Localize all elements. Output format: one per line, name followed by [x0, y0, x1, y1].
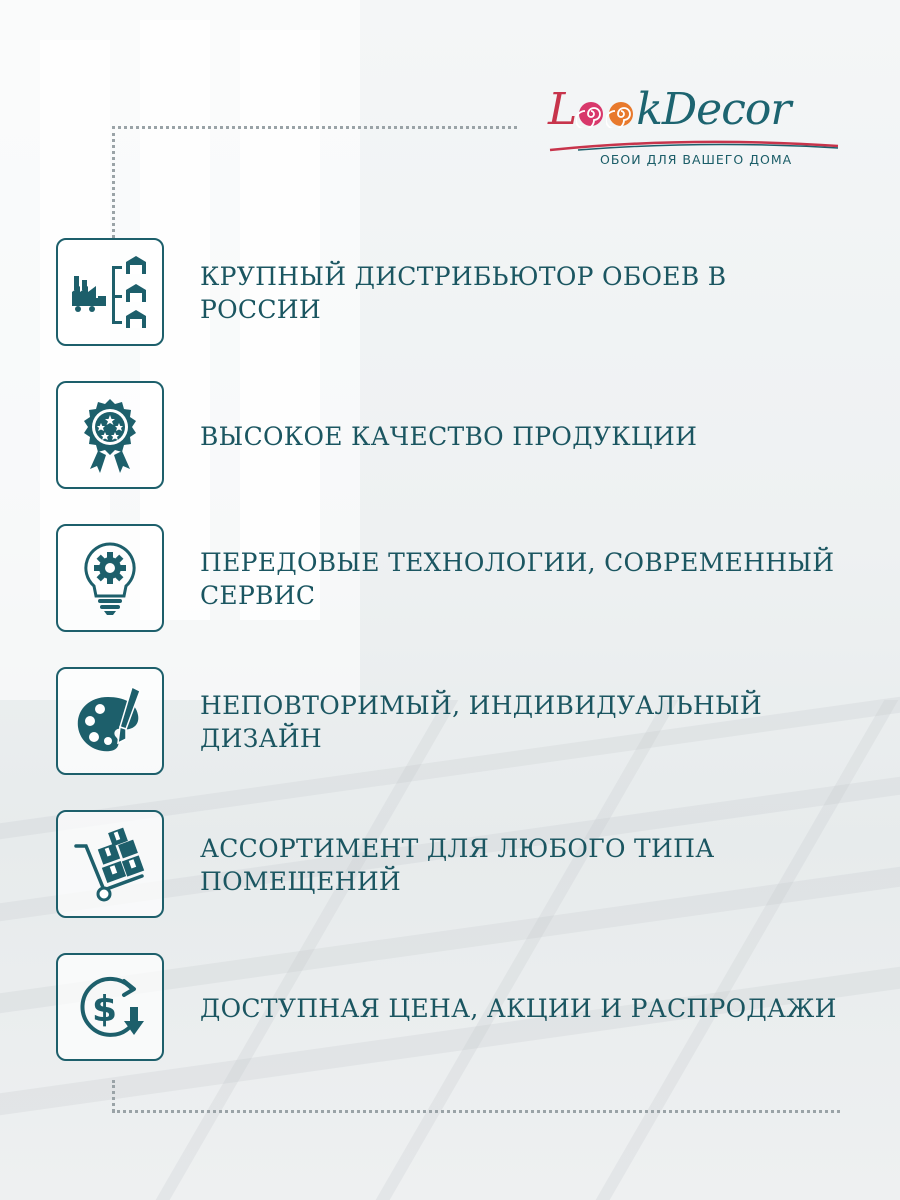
feature-text: ДОСТУПНАЯ ЦЕНА, АКЦИИ И РАСПРОДАЖИ: [200, 993, 837, 1023]
feature-quality: [56, 381, 836, 491]
feature-distributor: [56, 238, 836, 348]
feature-icon-box: [56, 238, 164, 346]
lightbulb-gear-icon: [70, 538, 150, 618]
feature-icon-box: [56, 810, 164, 918]
feature-icon-box: [56, 524, 164, 632]
feature-price: [56, 953, 836, 1063]
feature-text: АССОРТИМЕНТ ДЛЯ ЛЮБОГО ТИПА ПОМЕЩЕНИЙ: [200, 834, 715, 896]
feature-text: ПЕРЕДОВЫЕ ТЕХНОЛОГИИ, СОВРЕМЕННЫЙ СЕРВИС: [200, 548, 835, 610]
feature-assortment: [56, 810, 836, 920]
feature-icon-box: [56, 667, 164, 775]
hand-truck-boxes-icon: [70, 824, 150, 904]
svg-text:$: $: [92, 989, 118, 1030]
dotted-frame-top: [112, 126, 517, 129]
feature-text: ВЫСОКОЕ КАЧЕСТВО ПРОДУКЦИИ: [200, 421, 698, 451]
feature-design: [56, 667, 836, 777]
feature-technology: [56, 524, 836, 634]
dotted-frame-bottom: [112, 1110, 840, 1113]
logo-swoosh: [548, 138, 840, 152]
warehouse-distribution-icon: [70, 252, 150, 332]
price-down-dollar-icon: [70, 967, 150, 1047]
logo-spiral-icon: [576, 98, 636, 128]
logo-wordmark: L kDecor: [548, 84, 791, 135]
quality-badge-icon: [70, 395, 150, 475]
feature-icon-box: [56, 953, 164, 1061]
feature-text: КРУПНЫЙ ДИСТРИБЬЮТОР ОБОЕВ В РОССИИ: [200, 262, 727, 324]
palette-brush-icon: [70, 681, 150, 761]
lookdecor-logo: [548, 82, 848, 172]
feature-icon-box: [56, 381, 164, 489]
feature-text: НЕПОВТОРИМЫЙ, ИНДИВИДУАЛЬНЫЙ ДИЗАЙН: [200, 691, 762, 753]
dotted-frame-left: [112, 126, 115, 238]
logo-tagline: ОБОИ ДЛЯ ВАШЕГО ДОМА: [600, 152, 793, 167]
dotted-frame-left-bottom: [112, 1080, 115, 1112]
